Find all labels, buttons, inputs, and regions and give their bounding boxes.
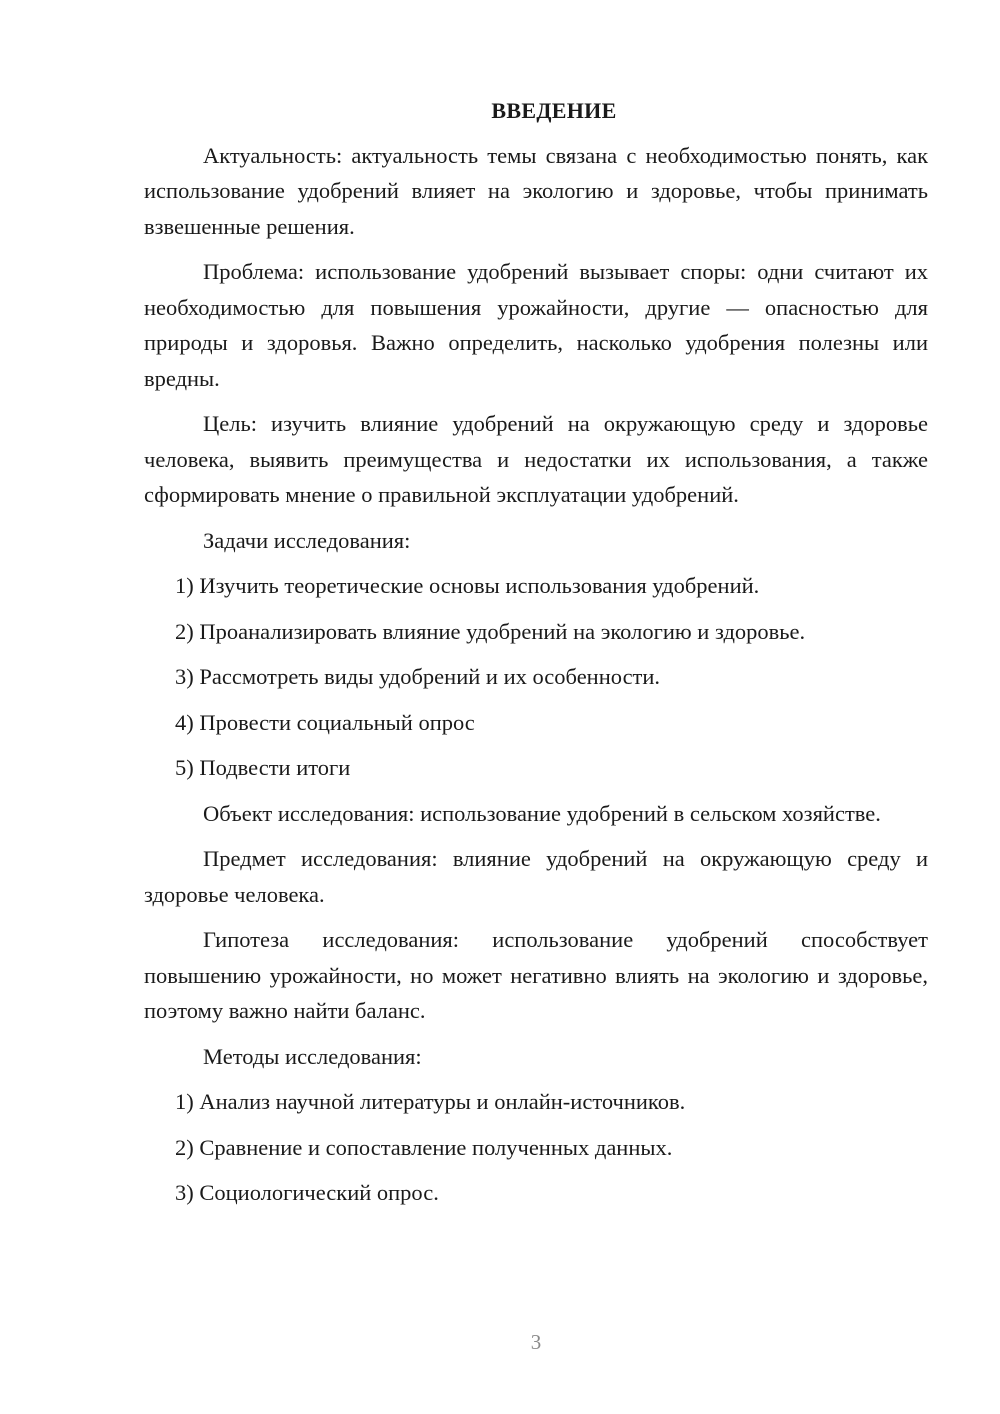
paragraph-subject: Предмет исследования: влияние удобрений на окружающую среду и здоровье человека. (144, 846, 928, 907)
list-item: 1) Изучить теоретические основы использования удобрений. (175, 573, 760, 598)
paragraph-object: Объект исследования: использование удобрений в сельском хозяйстве. (203, 800, 881, 826)
list-item: 3) Социологический опрос. (175, 1180, 439, 1205)
page-number: 3 (530, 1330, 542, 1354)
methods-list (144, 1084, 928, 1211)
list-item: 2) Проанализировать влияние удобрений на экологию и здоровье. (175, 618, 806, 644)
methods-title: Методы исследования: (203, 1043, 422, 1069)
tasks-title: Задачи исследования: (203, 527, 411, 553)
list-item: 5) Подвести итоги (175, 755, 351, 780)
paragraph-goal: Цель: изучить влияние удобрений на окружающую среду и здоровье человека, выявить преимущества и недостатки их использования, а также сформировать мнение о правильной эксплуатации удобрений. (144, 411, 928, 507)
paragraph-problem: Проблема: использование удобрений вызывает споры: одни считают их необходимостью для повышения урожайности, другие — опасностью для природы и здоровья. Важно определить, насколько удобрения полезны или вредны. (144, 259, 928, 391)
paragraph-relevance: Актуальность: актуальность темы связана с необходимостью понять, как использование удобрений влияет на экологию и здоровье, чтобы принимать взвешенные решения. (144, 142, 928, 239)
list-item: 1) Анализ научной литературы и онлайн-источников. (175, 1089, 686, 1114)
list-item: 4) Провести социальный опрос (175, 709, 475, 735)
list-item: 3) Рассмотреть виды удобрений и их особенности. (175, 664, 661, 689)
section-heading: ВВЕДЕНИЕ (491, 98, 617, 123)
list-item: 2) Сравнение и сопоставление полученных данных. (175, 1134, 673, 1160)
tasks-list (144, 568, 928, 786)
paragraph-hypothesis: Гипотеза исследования: использование удобрений способствует повышению урожайности, но может негативно влиять на экологию и здоровье, поэтому важно найти баланс. (144, 927, 928, 1023)
page-content (144, 93, 928, 1221)
